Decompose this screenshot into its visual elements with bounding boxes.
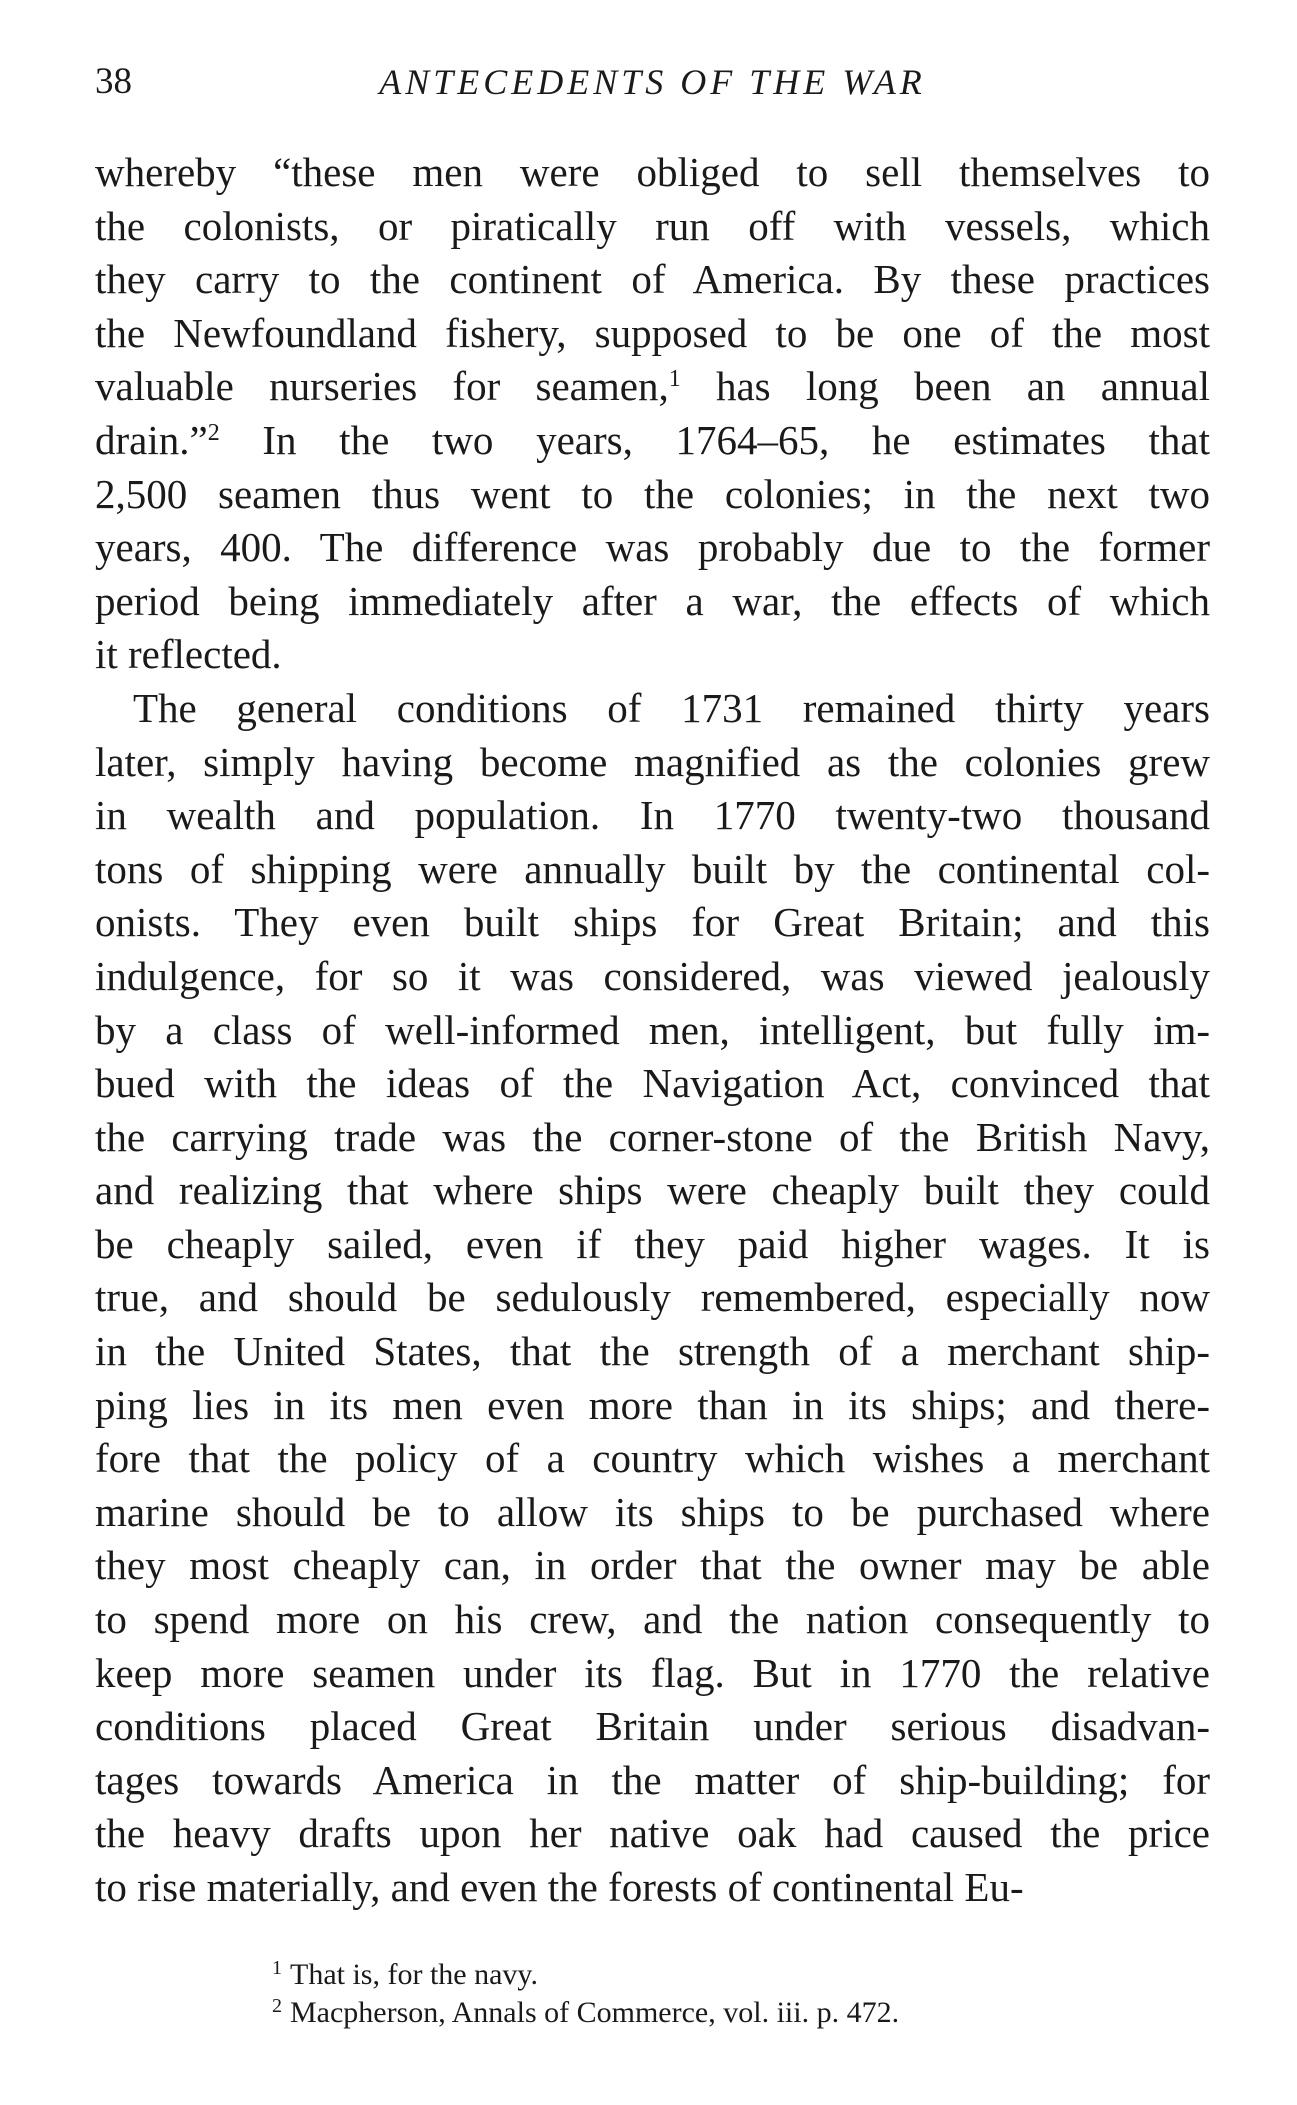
text-line: in wealth and population. In 1770 twenty-two thousand [95, 792, 1210, 839]
text-line: 2,500 seamen thus went to the colonies; in the next two [95, 470, 1210, 517]
text-line: ping lies in its men even more than in its ships; and there- [95, 1381, 1210, 1428]
text-line: the Newfoundland fishery, supposed to be one of the most [95, 309, 1210, 356]
footnote-reference: 1 [668, 366, 681, 393]
running-title: ANTECEDENTS OF THE WAR [379, 62, 926, 102]
text-line: tages towards America in the matter of ship-building; for [95, 1756, 1210, 1803]
text-line: be cheaply sailed, even if they paid higher wages. It is [95, 1220, 1210, 1267]
paragraph [95, 682, 1210, 1915]
text-line: years, 400. The difference was probably due to the former [95, 524, 1210, 571]
footnote [272, 1994, 1172, 2032]
text-line: period being immediately after a war, the effects of which [95, 577, 1210, 624]
footnote-marker: 2 [272, 1995, 282, 2017]
page-header [95, 58, 1210, 106]
footnotes [272, 1956, 1172, 2032]
text-line: drain.”$^2$ In the two years, 1764–65, he estimates that [95, 416, 1210, 463]
text-line: The general conditions of 1731 remained thirty years [133, 684, 1210, 731]
footnote [272, 1956, 1172, 1994]
text-line: the carrying trade was the corner-stone of the British Navy, [95, 1113, 1210, 1160]
text-line: it reflected. [95, 631, 282, 678]
text-line: onists. They even built ships for Great Britain; and this [95, 899, 1210, 946]
text-line: to rise materially, and even the forests of continental Eu- [95, 1864, 1024, 1910]
text-line: tons of shipping were annually built by the continental col- [95, 845, 1210, 892]
paragraph [95, 146, 1210, 682]
text-line: they carry to the continent of America. By these practices [95, 256, 1210, 303]
text-line: keep more seamen under its flag. But in 1770 the relative [95, 1649, 1210, 1696]
text-line: whereby “these men were obliged to sell themselves to [95, 149, 1210, 195]
text-line: fore that the policy of a country which wishes a merchant [95, 1435, 1210, 1482]
text-line: marine should be to allow its ships to be purchased where [95, 1488, 1210, 1535]
text-line: the colonists, or piratically run off with vessels, which [95, 202, 1210, 249]
footnote-reference: 2 [207, 419, 220, 446]
text-line: conditions placed Great Britain under serious disadvan- [95, 1703, 1210, 1750]
text-line: valuable nurseries for seamen,$^1$ has long been an annual [95, 363, 1210, 410]
text-line: bued with the ideas of the Navigation Act, convinced that [95, 1060, 1210, 1107]
text-line: the heavy drafts upon her native oak had caused the price [95, 1810, 1210, 1857]
footnote-text: That is, for the navy. [290, 1958, 538, 1991]
footnote-marker: 1 [272, 1957, 282, 1979]
text-line: in the United States, that the strength of a merchant ship- [95, 1328, 1210, 1375]
text-line: they most cheaply can, in order that the owner may be able [95, 1542, 1210, 1589]
text-line: indulgence, for so it was considered, was viewed jealously [95, 952, 1210, 999]
text-line: true, and should be sedulously remembered, especially now [95, 1274, 1210, 1321]
text-line: later, simply having become magnified as the colonies grew [95, 738, 1210, 785]
text-line: to spend more on his crew, and the nation consequently to [95, 1596, 1210, 1643]
text-line: by a class of well-informed men, intelligent, but fully im- [95, 1006, 1210, 1053]
footnote-text: Macpherson, Annals of Commerce, vol. iii. p. 472. [290, 1996, 900, 2029]
text-line: and realizing that where ships were cheaply built they could [95, 1167, 1210, 1214]
page-number: 38 [95, 61, 132, 102]
body-text [95, 146, 1210, 1915]
